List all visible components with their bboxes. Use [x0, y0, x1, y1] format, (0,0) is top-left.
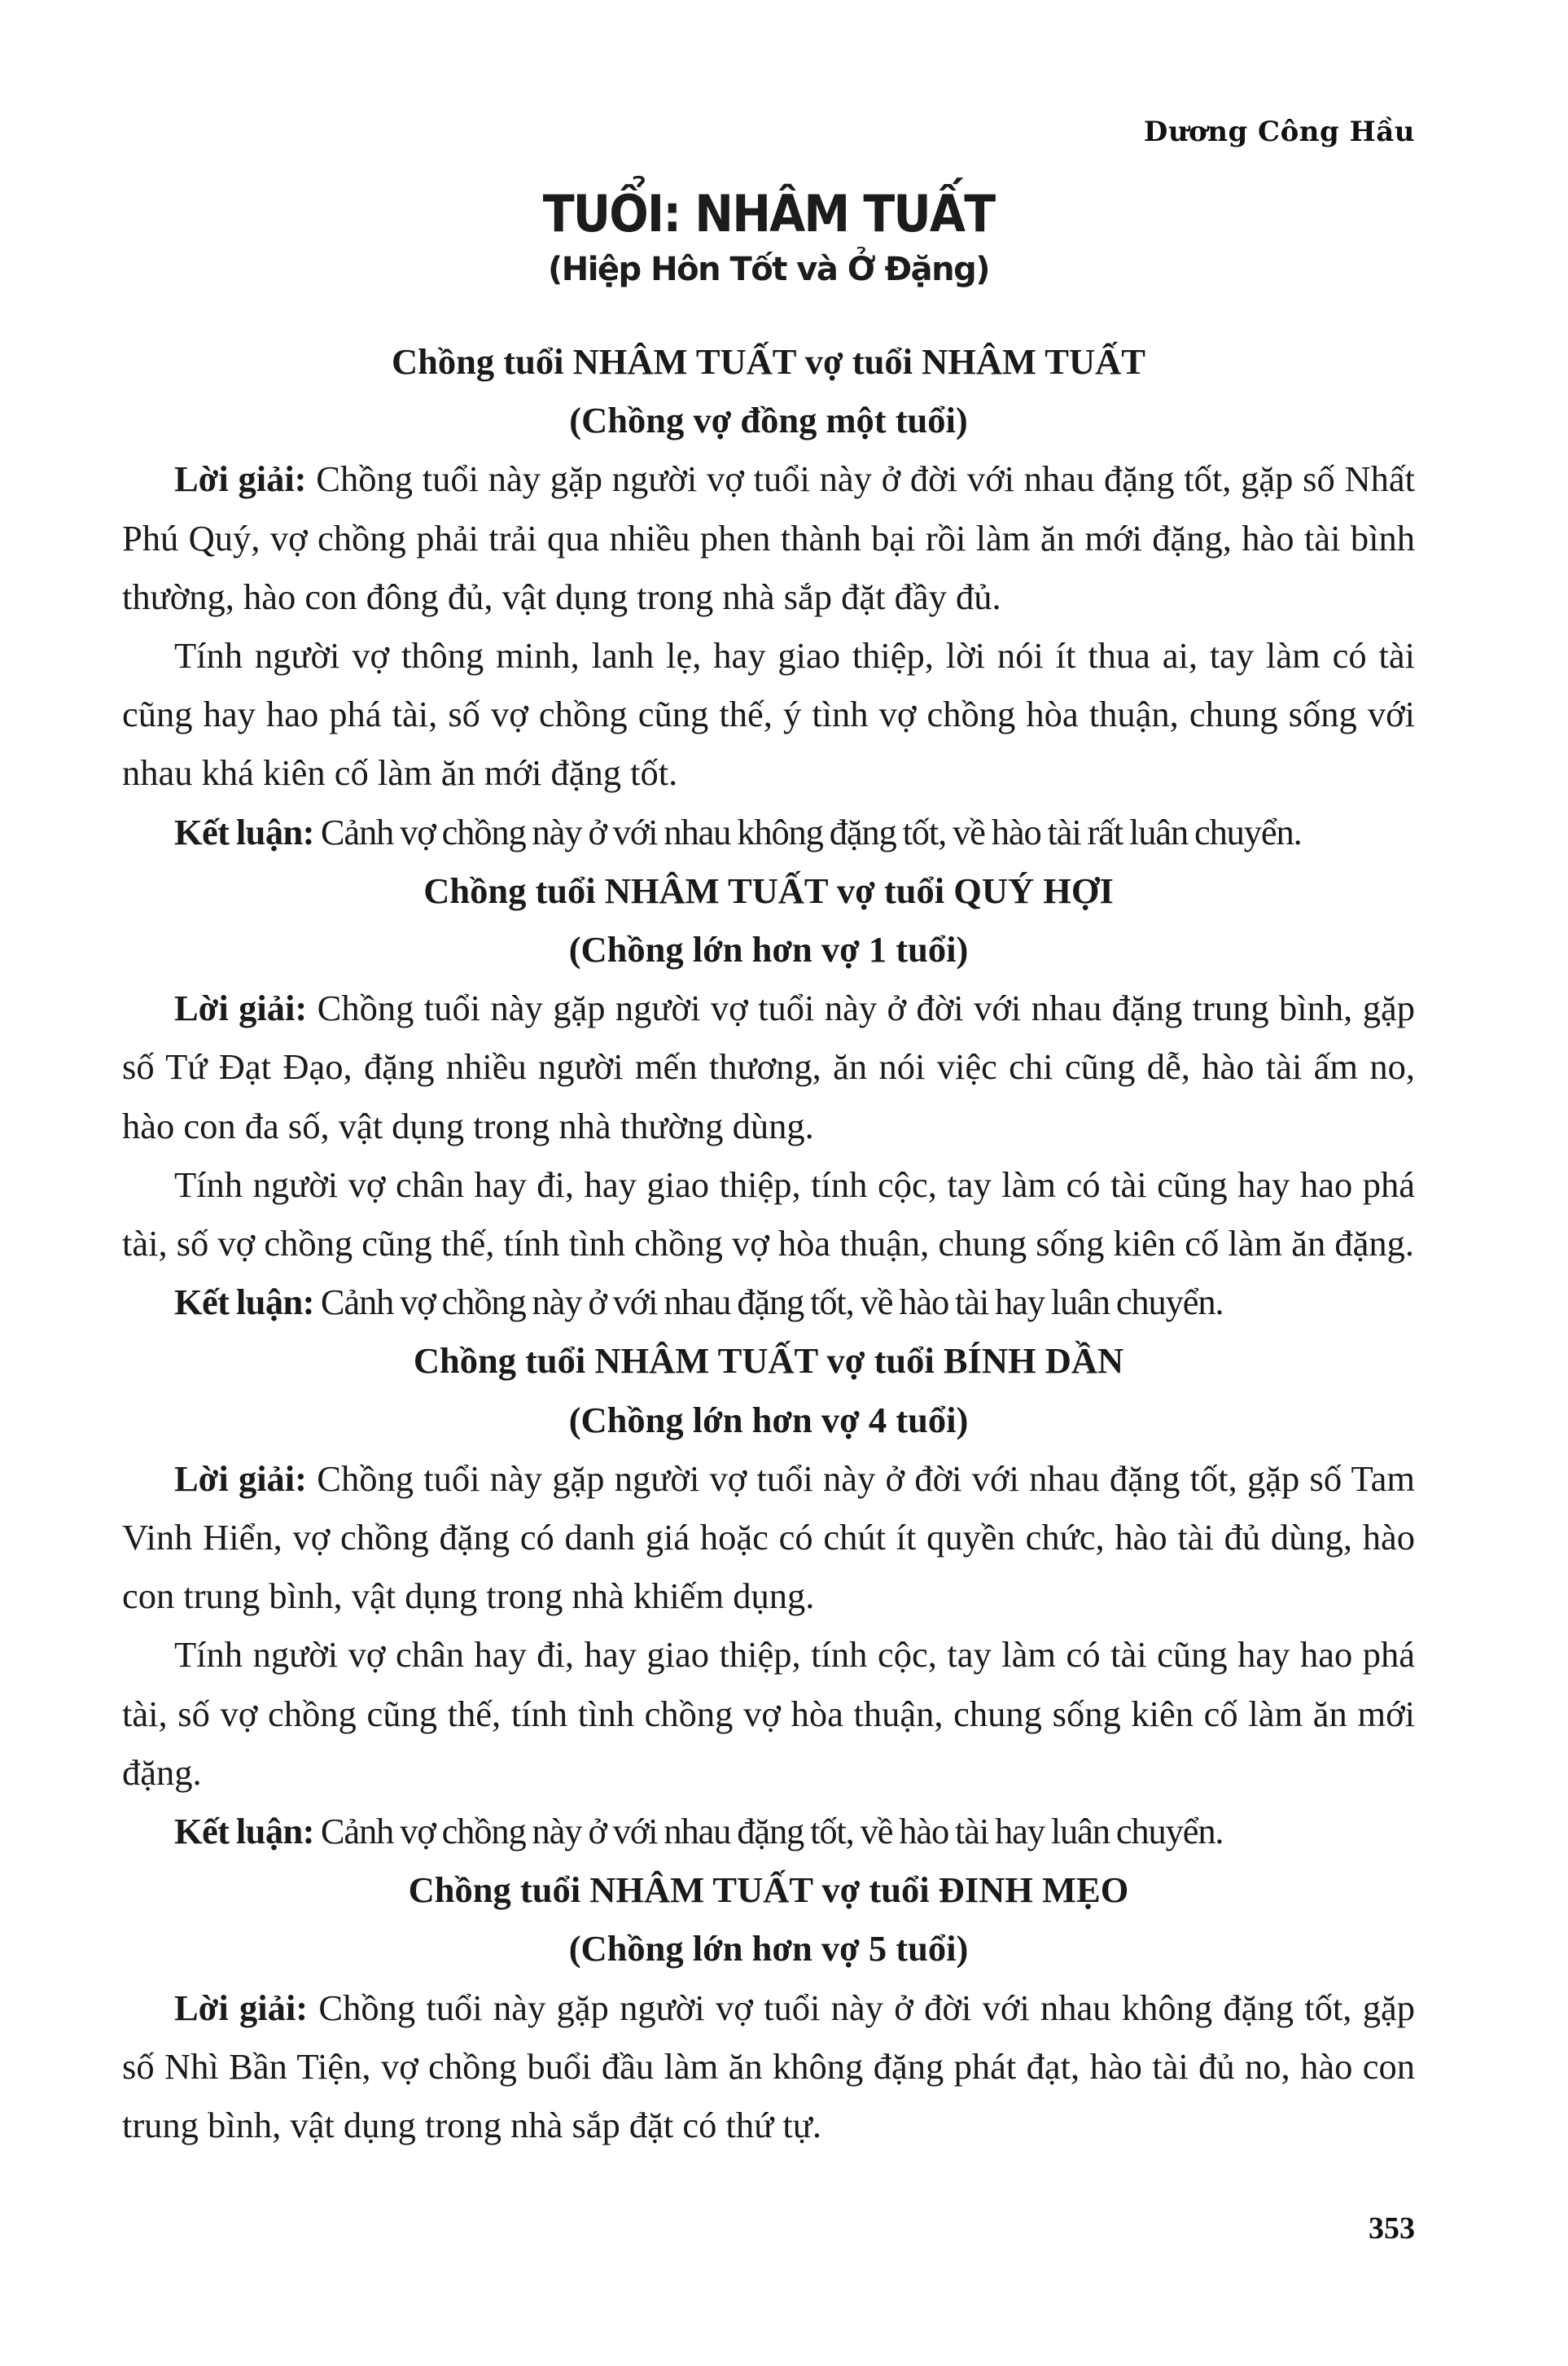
character-paragraph: Tính người vợ chân hay đi, hay giao thiệp, tính cộc, tay làm có tài cũng hay hao phá tài, số vợ chồng cũng thế, tính tình chồng vợ hòa thuận, chung sống kiên cố làm ăn đặng.	[122, 1163, 1415, 1264]
solution-text: Chồng tuổi này gặp người vợ tuổi này ở đời với nhau đặng tốt, gặp số Nhất Phú Quý, vợ chồng phải trải qua nhiều phen thành bại rồi làm ăn mới đặng, hào tài bình thường, hào con đông đủ, vật dụng trong nhà sắp đặt đầy đủ.	[122, 458, 1415, 617]
character-paragraph: Tính người vợ chân hay đi, hay giao thiệp, tính cộc, tay làm có tài cũng hay hao phá tài, số vợ chồng cũng thế, tính tình chồng vợ hòa thuận, chung sống kiên cố làm ăn mới đặng.	[122, 1634, 1415, 1793]
section-heading: Chồng tuổi NHÂM TUẤT vợ tuổi ĐINH MẸO	[408, 1869, 1129, 1911]
chapter-subtitle: (Hiệp Hôn Tốt và Ở Đặng)	[547, 251, 990, 288]
solution-paragraph	[122, 1449, 1415, 1626]
solution-paragraph	[122, 979, 1415, 1155]
running-head-author: Dương Công Hầu	[1143, 116, 1415, 148]
character-paragraph: Tính người vợ thông minh, lanh lẹ, hay giao thiệp, lời nói ít thua ai, tay làm có tài cũng hay hao phá tài, số vợ chồng cũng thế, ý tình vợ chồng hòa thuận, chung sống với nhau khá kiên cố làm ăn mới đặng tốt.	[122, 635, 1415, 794]
conclusion-paragraph	[122, 1802, 1415, 1860]
section-heading: Chồng tuổi NHÂM TUẤT vợ tuổi BÍNH DẦN	[413, 1340, 1124, 1382]
section-heading: Chồng tuổi NHÂM TUẤT vợ tuổi QUÝ HỢI	[423, 870, 1114, 911]
solution-text: Chồng tuổi này gặp người vợ tuổi này ở đời với nhau không đặng tốt, gặp số Nhì Bần Tiện, vợ chồng buổi đầu làm ăn không đặng phát đạt, hào tài đủ no, hào con trung bình, vật dụng trong nhà sắp đặt có thứ tự.	[122, 1987, 1415, 2146]
solution-label: Lời giải:	[174, 1457, 307, 1499]
solution-label: Lời giải:	[174, 1987, 309, 2028]
page-body	[122, 332, 1415, 2154]
conclusion-text: Cảnh vợ chồng này ở với nhau đặng tốt, về hào tài hay luân chuyển.	[313, 1282, 1224, 1323]
conclusion-label: Kết luận:	[174, 1282, 314, 1323]
solution-label: Lời giải:	[174, 458, 307, 500]
conclusion-label: Kết luận:	[174, 811, 314, 852]
section-subheading: (Chồng lớn hơn vợ 4 tuổi)	[568, 1399, 969, 1440]
conclusion-label: Kết luận:	[174, 1811, 314, 1852]
section-binh-dan	[122, 1331, 1415, 1860]
solution-text: Chồng tuổi này gặp người vợ tuổi này ở đời với nhau đặng tốt, gặp số Tam Vinh Hiển, vợ chồng đặng có danh giá hoặc có chút ít quyền chức, hào tài đủ dùng, hào con trung bình, vật dụng trong nhà khiếm dụng.	[122, 1457, 1415, 1617]
chapter-title: TUỔI: NHÂM TUẤT	[542, 184, 995, 243]
solution-label: Lời giải:	[174, 988, 308, 1029]
solution-text: Chồng tuổi này gặp người vợ tuổi này ở đời với nhau đặng trung bình, gặp số Tứ Đạt Đạo, đặng nhiều người mến thương, ăn nói việc chi cũng dễ, hào tài ấm no, hào con đa số, vật dụng trong nhà thường dùng.	[122, 988, 1416, 1146]
conclusion-paragraph	[122, 1273, 1415, 1331]
section-heading: Chồng tuổi NHÂM TUẤT vợ tuổi NHÂM TUẤT	[392, 341, 1145, 382]
conclusion-paragraph	[122, 803, 1415, 861]
section-quy-hoi	[122, 861, 1415, 1332]
section-nham-tuat	[122, 332, 1415, 861]
solution-paragraph	[122, 1978, 1415, 2155]
section-subheading: (Chồng vợ đồng một tuổi)	[569, 400, 968, 441]
section-subheading: (Chồng lớn hơn vợ 1 tuổi)	[568, 929, 969, 970]
conclusion-text: Cảnh vợ chồng này ở với nhau không đặng tốt, về hào tài rất luân chuyển.	[313, 811, 1302, 852]
conclusion-text: Cảnh vợ chồng này ở với nhau đặng tốt, về hào tài hay luân chuyển.	[313, 1811, 1224, 1852]
solution-paragraph	[122, 449, 1415, 626]
page-number: 353	[1369, 2211, 1415, 2246]
section-subheading: (Chồng lớn hơn vợ 5 tuổi)	[568, 1928, 969, 1969]
chapter-title-block	[122, 183, 1415, 294]
section-dinh-meo	[122, 1860, 1415, 2154]
